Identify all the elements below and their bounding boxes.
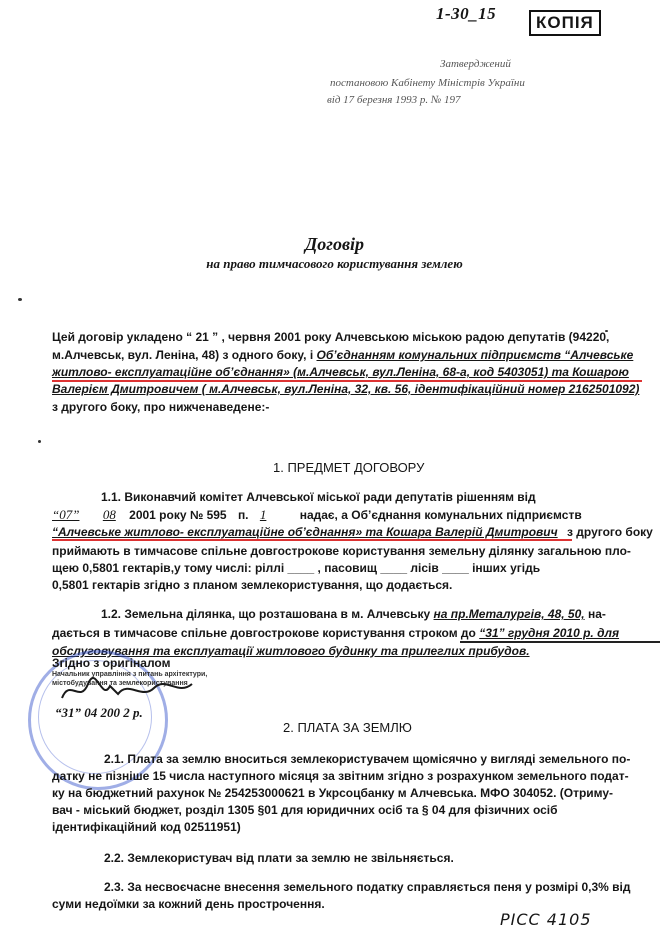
term-date: “31” грудня 2010 р. для xyxy=(479,626,620,640)
decision-item: 1 xyxy=(259,507,267,522)
copy-stamp: КОПІЯ xyxy=(529,10,601,36)
location-end: на- xyxy=(584,607,606,621)
section-2-p1-line-1: 2.1. Плата за землю вноситься землекористувачем щомісячно у вигляді земельного по- xyxy=(104,752,631,766)
section-1-p1-line-3 xyxy=(52,525,653,540)
section-1-p1-line-2 xyxy=(52,507,582,523)
red-underline xyxy=(52,539,572,541)
term-text: дається в тимчасове спільне довгострокове користування строком до xyxy=(52,626,480,640)
intro-line-5: з другого боку, про нижченаведене:- xyxy=(52,400,270,414)
ink-underline xyxy=(460,641,660,643)
intro-line-4: Валерієм Дмитровичем ( м.Алчевськ, вул.Леніна, 32, кв. 56, ідентифікаційний номер 2162501092) xyxy=(52,382,640,396)
handwritten-signature xyxy=(58,676,198,706)
section-2-p3-line-2: суми недоїмки за кожний день прострочення. xyxy=(52,897,325,911)
other-side: з другого боку xyxy=(566,525,653,539)
intro-line-2 xyxy=(52,348,633,363)
intro-line-2-text: м.Алчевськ, вул. Леніна, 48) з одного боку, і xyxy=(52,348,317,362)
document-subtitle: на право тимчасового користування землею xyxy=(206,256,463,271)
decision-number: 2001 року № 595 xyxy=(129,508,227,522)
section-2-p2: 2.2. Землекористувач від плати за землю не звільняється. xyxy=(104,851,454,865)
decision-month: 08 xyxy=(102,507,116,522)
section-2-heading: 2. ПЛАТА ЗА ЗЕМЛЮ xyxy=(283,720,412,735)
stamp-date: “31” 04 200 2 р. xyxy=(55,705,143,720)
section-1-heading: 1. ПРЕДМЕТ ДОГОВОРУ xyxy=(273,460,425,475)
intro-line-3: житлово- експлуатаційне об’єднання» (м.Алчевськ, вул.Леніна, 68-а, код 5403051) та Кошарою xyxy=(52,365,629,379)
section-2-p1-line-2: датку не пізніше 15 числа наступного місяця за звітним згідно з розрахунком земельного подат- xyxy=(52,769,629,783)
handwritten-note: РІСС 4105 xyxy=(500,910,592,929)
certified-copy-title: Згідно з оригіналом xyxy=(52,656,171,670)
certified-copy-line-2: містобудування та землекористування xyxy=(52,680,188,687)
decision-day: “07” xyxy=(52,507,80,522)
section-1-p1-line-5: щею 0,5801 гектарів,у тому числі: ріллі ____ , пасовищ ____ лісів ____ інших угідь xyxy=(52,561,541,575)
decision-text: надає, а Об’єднання комунальних підприємств xyxy=(299,508,582,522)
approved-line-2: постановою Кабінету Міністрів України xyxy=(330,77,525,89)
section-1-p2-line-2 xyxy=(52,626,619,641)
document-title: Договір xyxy=(305,234,364,254)
document-number: 1-30_15 xyxy=(436,4,497,23)
section-1-p1-line-1: 1.1. Виконавчий комітет Алчевської міської ради депутатів рішенням від xyxy=(101,490,536,504)
location-address: на пр.Металургів, 48, 50, xyxy=(433,607,585,621)
decision-item-label: п. xyxy=(237,508,249,522)
approved-line-1: Затверджений xyxy=(440,58,511,70)
approved-line-3: від 17 березня 1993 р. № 197 xyxy=(327,94,461,106)
section-1-p1-line-6: 0,5801 гектарів згідно з планом землекористування, що додається. xyxy=(52,578,453,592)
section-2-p1-line-3: ку на бюджетний рахунок № 254253000621 в Укрсоцбанку м Алчевська. МФО 304052. (Отриму- xyxy=(52,786,614,800)
location-text: 1.2. Земельна ділянка, що розташована в м. Алчевську xyxy=(101,607,434,621)
section-1-p2-line-3: обслуговування та експлуатації житлового будинку та прилеглих прибудов. xyxy=(52,644,530,658)
intro-line-2-party: Об’єднанням комунальних підприємств “Алчевське xyxy=(316,348,634,362)
section-2-p3-line-1: 2.3. За несвоєчасне внесення земельного податку справляється пеня у розмірі 0,3% від xyxy=(104,880,631,894)
section-2-p1-line-4: вач - міський бюджет, розділ 1305 §01 для юридичних осіб та § 04 для фізичних осіб xyxy=(52,803,558,817)
section-1-p1-line-4: приймають в тимчасове спільне довгострокове користування земельну ділянку загальною пло- xyxy=(52,544,631,558)
parties: “Алчевське житлово- експлуатаційне об’єднання» та Кошара Валерій Дмитрович xyxy=(52,525,558,539)
section-2-p1-line-5: ідентифікаційний код 02511951) xyxy=(52,820,241,834)
intro-line-1: Цей договір укладено “ 21 ” , червня 2001 року Алчевською міською радою депутатів (94220, xyxy=(52,330,610,344)
section-1-p2-line-1 xyxy=(101,607,606,622)
scan-speck xyxy=(18,298,22,301)
certified-copy-line-1: Начальник управління з питань архітектури, xyxy=(52,671,208,678)
scan-speck xyxy=(38,440,41,443)
